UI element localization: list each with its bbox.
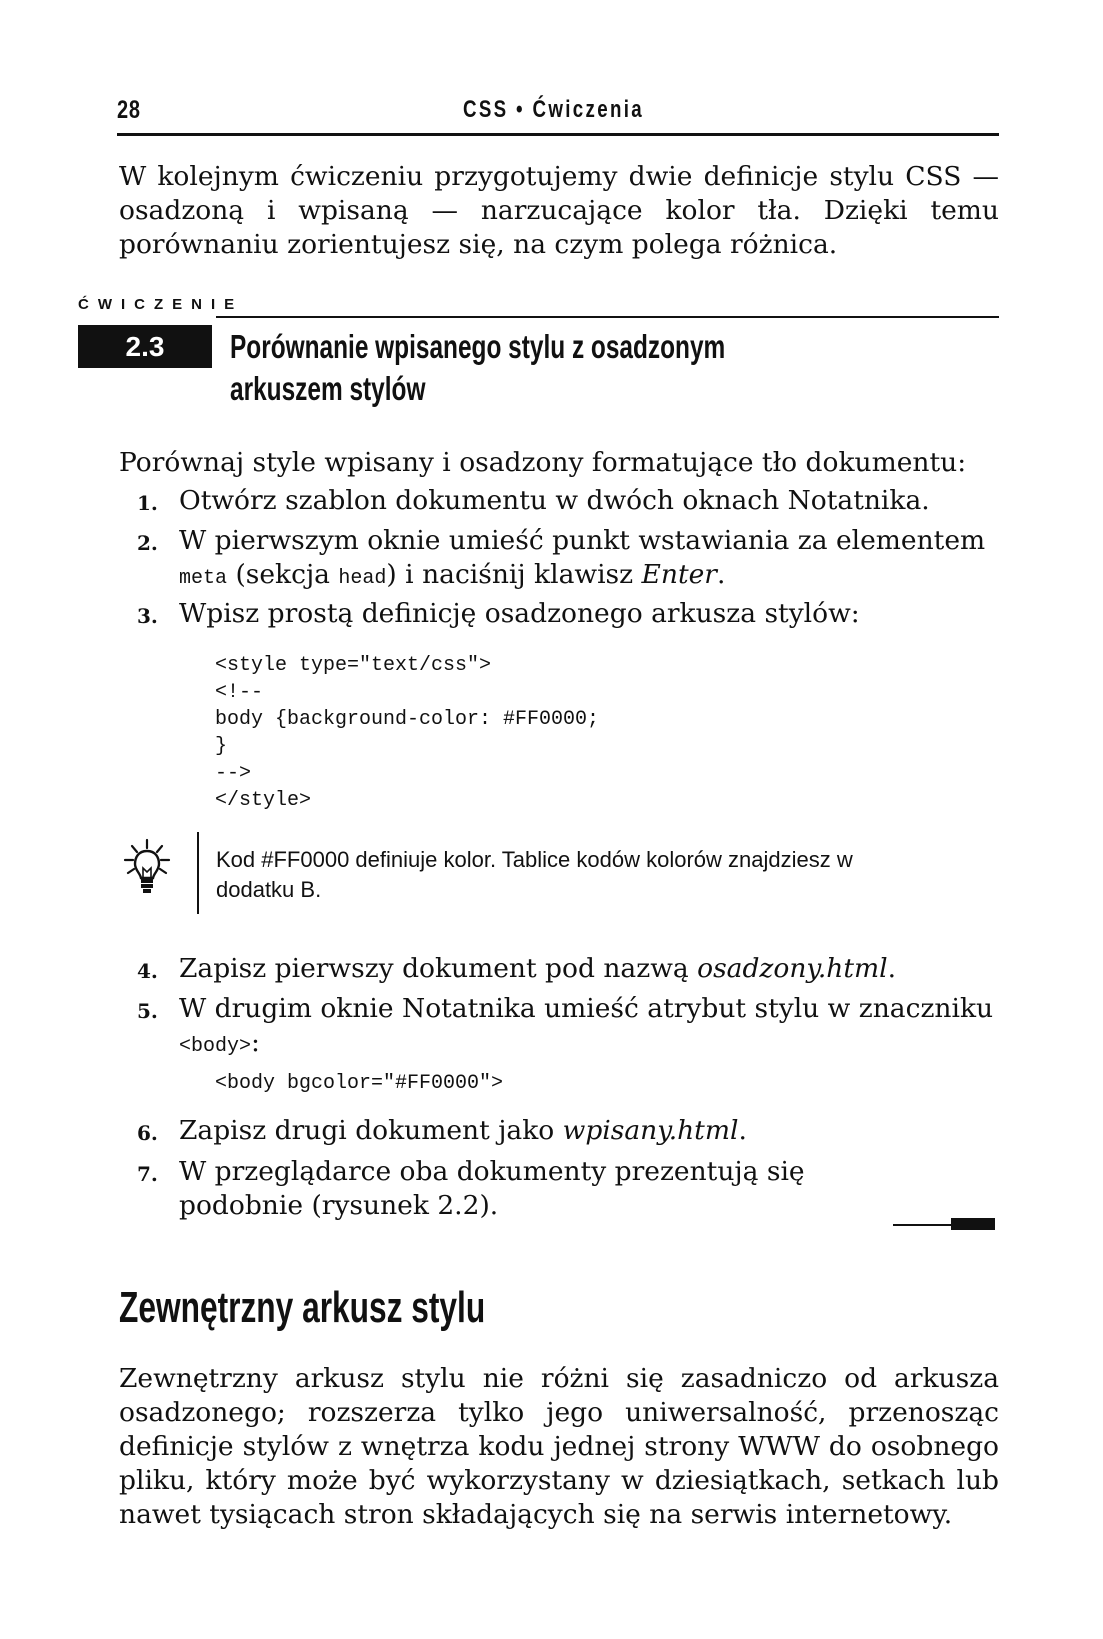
header-rule (117, 133, 999, 136)
step-text-part: Zapisz drugi dokument jako (179, 1115, 563, 1146)
code-line: <body bgcolor="#FF0000"> (215, 1072, 504, 1095)
exercise-title-line2: arkuszem stylów (230, 370, 426, 407)
step-text (179, 1114, 999, 1148)
step-text: W przeglądarce oba dokumenty prezentują się podobnie (rysunek 2.2). (179, 1156, 805, 1221)
step-text-part: . (887, 953, 897, 984)
end-mark-block (951, 1218, 995, 1230)
step-number: 7. (137, 1162, 158, 1186)
step-number: 1. (137, 491, 158, 515)
step-number: 5. (137, 999, 158, 1023)
step-text (179, 992, 999, 1064)
exercise-number-badge (78, 325, 212, 368)
exercise-number: 2.3 (125, 330, 165, 362)
step-text-part: . (738, 1115, 747, 1146)
running-title: CSS • Ćwiczenia (463, 96, 645, 123)
step-text-part: Zapisz pierwszy dokument pod nazwą (179, 953, 698, 984)
emphasis: osadzony.html (697, 953, 888, 984)
lightbulb-icon (123, 838, 171, 898)
intro-paragraph: W kolejnym ćwiczeniu przygotujemy dwie definicje stylu CSS — osadzoną i wpisaną — narzucające kolor tła. Dzięki temu porównaniu zorientujesz się, na czym polega różnica. (119, 161, 999, 260)
exercise-title-line1: Porównanie wpisanego stylu z osadzonym (230, 328, 726, 365)
step-text-part: (sekcja (227, 559, 339, 590)
step-text (179, 952, 999, 986)
inline-code: meta (179, 567, 228, 590)
inline-code: head (338, 567, 387, 590)
step-number: 3. (137, 604, 158, 628)
step-number: 6. (137, 1121, 158, 1145)
step-text-part: W drugim oknie Notatnika umieść atrybut stylu w znaczniku (179, 993, 994, 1024)
tip-text: Kod #FF0000 definiuje kolor. Tablice kodów kolorów znajdziesz w dodatku B. (216, 847, 853, 902)
step-text-part: : (251, 1027, 260, 1058)
step-text: Otwórz szablon dokumentu w dwóch oknach Notatnika. (179, 485, 930, 516)
step-text-part: W pierwszym oknie umieść punkt wstawiania za elementem (179, 525, 986, 556)
emphasis: wpisany.html (562, 1115, 739, 1146)
step-text (179, 524, 999, 596)
section-heading: Zewnętrzny arkusz stylu (119, 1283, 486, 1332)
step-text-part: ) i naciśnij klawisz (386, 559, 642, 590)
step-number: 4. (137, 959, 158, 983)
end-mark-line (893, 1224, 951, 1226)
step-text: Wpisz prostą definicję osadzonego arkusza stylów: (179, 598, 860, 629)
inline-code: <body> (179, 1035, 252, 1058)
step-text-part: . (716, 559, 726, 590)
exercise-lead: Porównaj style wpisany i osadzony formatujące tło dokumentu: (119, 447, 967, 478)
section-body: Zewnętrzny arkusz stylu nie różni się zasadniczo od arkusza osadzonego; rozszerza tylko jego uniwersalność, przenosząc definicje stylów z wnętrza kodu jednej strony WWW do osobnego pliku, który może być wykorzystany w dziesiątkach, setkach lub nawet tysiącach stron składających się na serwis internetowy. (119, 1363, 999, 1530)
exercise-label: ĆWICZENIE (78, 296, 244, 313)
exercise-title (230, 326, 748, 410)
page-number: 28 (117, 96, 141, 124)
exercise-rule (216, 316, 999, 318)
code-block: <style type="text/css"> <!-- body {background-color: #FF0000; } --> </style> (215, 654, 600, 812)
emphasis: Enter (641, 559, 717, 590)
step-number: 2. (137, 531, 158, 555)
tip-rule (197, 832, 199, 914)
